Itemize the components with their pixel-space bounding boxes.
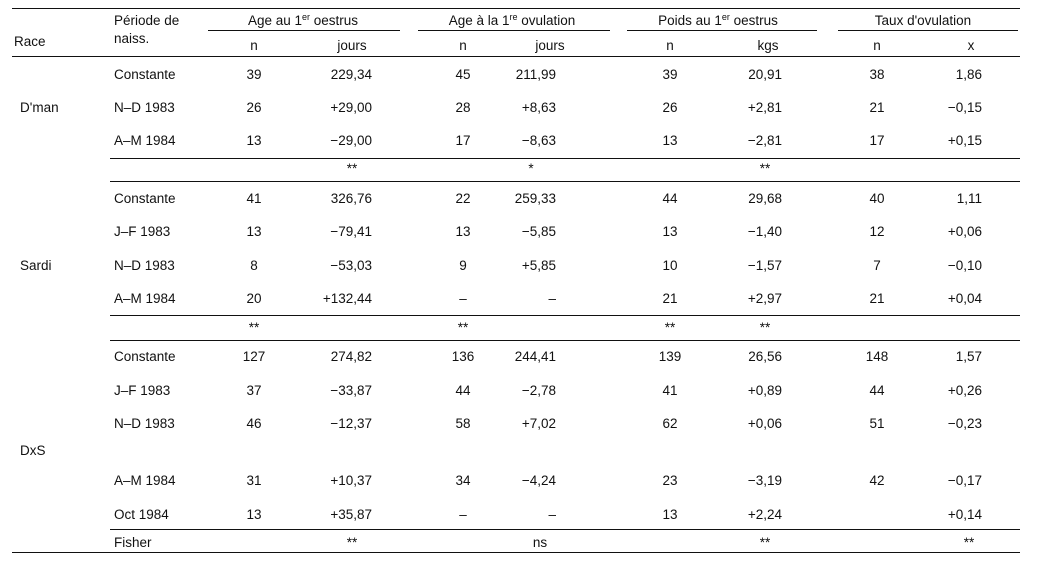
value-cell: +0,14 <box>947 507 982 522</box>
n-cell: 13 <box>455 224 471 239</box>
value-cell: +0,04 <box>947 291 982 306</box>
value-cell: −4,24 <box>521 473 556 488</box>
sardi-stats-rule <box>110 315 1020 316</box>
dman-stats-rule <box>110 158 1020 159</box>
significance-mark: ** <box>457 320 469 335</box>
col-header-unit: kgs <box>757 38 779 53</box>
value-cell: −0,10 <box>947 258 982 273</box>
n-cell: 13 <box>246 133 262 148</box>
periode-cell: A–M 1984 <box>114 133 176 148</box>
value-cell: 1,11 <box>956 191 982 206</box>
value-cell: 1,86 <box>955 67 982 82</box>
n-cell: 26 <box>662 100 678 115</box>
value-cell: +29,00 <box>330 100 372 115</box>
periode-cell: Constante <box>114 67 176 82</box>
value-cell: 274,82 <box>330 349 372 364</box>
n-cell: 34 <box>455 473 471 488</box>
value-cell: −2,78 <box>521 383 556 398</box>
n-cell: 13 <box>662 224 678 239</box>
n-cell: 17 <box>455 133 471 148</box>
col-header-unit: jours <box>337 38 367 53</box>
n-cell: 31 <box>246 473 262 488</box>
race-label: D'man <box>20 100 59 115</box>
group-rule-poids <box>627 30 817 31</box>
n-cell: 62 <box>662 416 678 431</box>
value-cell: −29,00 <box>330 133 372 148</box>
n-cell: 41 <box>246 191 262 206</box>
n-cell: 46 <box>246 416 262 431</box>
n-cell: 21 <box>869 100 885 115</box>
n-cell: 8 <box>250 258 258 273</box>
value-cell: −0,23 <box>947 416 982 431</box>
n-cell: 13 <box>246 224 262 239</box>
n-cell: 13 <box>246 507 262 522</box>
value-cell: +0,89 <box>747 383 782 398</box>
value-cell: +5,85 <box>521 258 556 273</box>
age-ovulation-header: Age à la 1re ovulation <box>448 12 576 28</box>
value-cell: −33,87 <box>330 383 372 398</box>
n-cell: 58 <box>455 416 471 431</box>
value-cell: +2,97 <box>747 291 782 306</box>
n-cell: 139 <box>658 349 682 364</box>
value-cell: +35,87 <box>330 507 372 522</box>
group-rule-age-oestrus <box>208 30 400 31</box>
col-header-unit: x <box>967 38 975 53</box>
n-cell: 127 <box>242 349 266 364</box>
periode-header-line1: Période de <box>114 13 180 28</box>
n-cell: 51 <box>869 416 885 431</box>
age-oestrus-header: Age au 1er oestrus <box>247 12 359 28</box>
periode-cell: Constante <box>114 349 176 364</box>
n-cell: 13 <box>662 507 678 522</box>
n-cell: 26 <box>246 100 262 115</box>
col-header-n: n <box>459 38 467 53</box>
periode-cell: J–F 1983 <box>114 383 171 398</box>
n-cell: 38 <box>869 67 885 82</box>
periode-cell: Constante <box>114 191 176 206</box>
value-cell: +7,02 <box>521 416 556 431</box>
group-rule-age-ovulation <box>418 30 610 31</box>
col-header-n: n <box>250 38 258 53</box>
value-cell: +0,15 <box>947 133 982 148</box>
n-cell: 45 <box>455 67 471 82</box>
value-cell: +2,24 <box>747 507 782 522</box>
periode-cell: Oct 1984 <box>114 507 169 522</box>
n-cell: 41 <box>662 383 678 398</box>
periode-cell: J–F 1983 <box>114 224 171 239</box>
value-cell: – <box>548 507 556 522</box>
n-cell: 136 <box>451 349 475 364</box>
value-cell: – <box>548 291 556 306</box>
value-cell: +0,26 <box>947 383 982 398</box>
n-cell: 37 <box>246 383 262 398</box>
top-rule <box>12 8 1020 9</box>
n-cell: 44 <box>869 383 885 398</box>
taux-ovulation-header: Taux d'ovulation <box>874 13 972 28</box>
dman-section-rule <box>110 181 1020 182</box>
fisher-value: ** <box>346 535 358 550</box>
significance-mark: ** <box>248 320 260 335</box>
n-cell: 21 <box>662 291 678 306</box>
n-cell: – <box>459 507 467 522</box>
fisher-value: ns <box>532 535 548 550</box>
value-cell: −12,37 <box>330 416 372 431</box>
sardi-section-rule <box>110 340 1020 341</box>
value-cell: 29,68 <box>748 191 782 206</box>
fisher-label: Fisher <box>114 535 152 550</box>
n-cell: 13 <box>662 133 678 148</box>
n-cell: 17 <box>869 133 885 148</box>
n-cell: 40 <box>869 191 885 206</box>
value-cell: +10,37 <box>330 473 372 488</box>
race-header: Race <box>14 34 46 49</box>
n-cell: 44 <box>455 383 471 398</box>
value-cell: −8,63 <box>521 133 556 148</box>
n-cell: 42 <box>869 473 885 488</box>
value-cell: −1,57 <box>747 258 782 273</box>
value-cell: 20,91 <box>748 67 782 82</box>
n-cell: 44 <box>662 191 678 206</box>
n-cell: 9 <box>459 258 467 273</box>
group-rule-taux <box>838 30 1018 31</box>
value-cell: 26,56 <box>748 349 782 364</box>
race-label: DxS <box>20 443 46 458</box>
fisher-value: ** <box>759 535 771 550</box>
value-cell: 1,57 <box>955 349 982 364</box>
value-cell: −79,41 <box>330 224 372 239</box>
poids-oestrus-header: Poids au 1er oestrus <box>658 12 778 28</box>
header-rule <box>12 56 1020 57</box>
periode-cell: N–D 1983 <box>114 100 175 115</box>
periode-cell: A–M 1984 <box>114 473 176 488</box>
col-header-unit: jours <box>535 38 565 53</box>
value-cell: +0,06 <box>747 416 782 431</box>
value-cell: +8,63 <box>521 100 556 115</box>
n-cell: 20 <box>246 291 262 306</box>
n-cell: 22 <box>455 191 471 206</box>
n-cell: 10 <box>662 258 678 273</box>
periode-cell: N–D 1983 <box>114 258 175 273</box>
fisher-rule <box>110 529 1020 530</box>
value-cell: 211,99 <box>515 67 556 82</box>
significance-mark: ** <box>664 320 676 335</box>
race-label: Sardi <box>20 258 52 273</box>
value-cell: −53,03 <box>330 258 372 273</box>
value-cell: −2,81 <box>747 133 782 148</box>
n-cell: 28 <box>455 100 471 115</box>
periode-cell: N–D 1983 <box>114 416 175 431</box>
n-cell: 12 <box>869 224 885 239</box>
n-cell: 39 <box>246 67 262 82</box>
periode-header-line2: naiss. <box>114 31 150 46</box>
value-cell: −0,15 <box>947 100 982 115</box>
value-cell: +0,06 <box>947 224 982 239</box>
value-cell: −3,19 <box>747 473 782 488</box>
n-cell: – <box>459 291 467 306</box>
significance-mark: * <box>528 161 534 176</box>
value-cell: −0,17 <box>947 473 982 488</box>
n-cell: 23 <box>662 473 678 488</box>
value-cell: +132,44 <box>322 291 372 306</box>
n-cell: 7 <box>873 258 881 273</box>
bottom-rule <box>12 552 1020 553</box>
n-cell: 39 <box>662 67 678 82</box>
value-cell: +2,81 <box>747 100 782 115</box>
significance-mark: ** <box>759 320 771 335</box>
n-cell: 21 <box>869 291 885 306</box>
value-cell: 259,33 <box>514 191 556 206</box>
periode-cell: A–M 1984 <box>114 291 176 306</box>
n-cell: 148 <box>865 349 889 364</box>
value-cell: 229,34 <box>330 67 372 82</box>
fisher-value: ** <box>963 535 975 550</box>
col-header-n: n <box>666 38 674 53</box>
value-cell: 326,76 <box>330 191 372 206</box>
value-cell: −1,40 <box>747 224 782 239</box>
value-cell: 244,41 <box>514 349 556 364</box>
significance-mark: ** <box>346 161 358 176</box>
significance-mark: ** <box>759 161 771 176</box>
value-cell: −5,85 <box>521 224 556 239</box>
col-header-n: n <box>873 38 881 53</box>
